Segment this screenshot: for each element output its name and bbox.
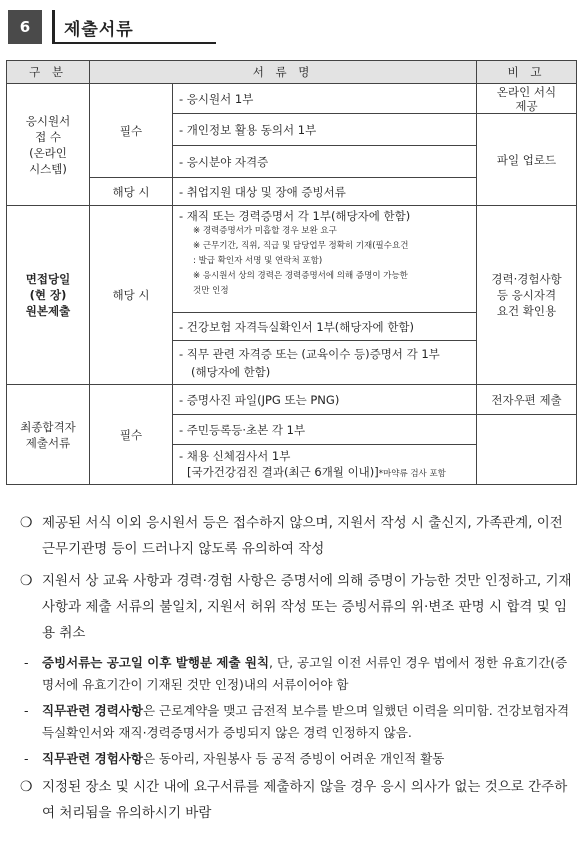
header-divider — [52, 10, 55, 44]
category-interview: 면접당일 (현 장) 원본제출 — [7, 206, 90, 385]
circle-bullet-icon: ❍ — [20, 779, 33, 795]
required-label: 필수 — [90, 84, 173, 178]
doc-health — [173, 445, 477, 485]
note-emphasis: 직무관련 경력사항 — [42, 703, 143, 718]
doc-photo: - 증명사진 파일(JPG 또는 PNG) — [173, 385, 477, 415]
circle-bullet-icon: ❍ — [20, 573, 33, 589]
note-emphasis: 증빙서류는 공고일 이후 발행분 제출 원칙 — [42, 655, 270, 670]
table-row — [7, 206, 577, 313]
doc-job-cert-line2: (해당자에 한함) — [191, 364, 271, 379]
career-note: ※ 응시원서 상의 경력은 경력증명서에 의해 증명이 가능한 — [193, 271, 408, 281]
applicable-label: 해당 시 — [90, 206, 173, 385]
note-bullet — [20, 510, 576, 562]
doc-career-title: - 재직 또는 경력증명서 각 1부(해당자에 한함) — [179, 209, 411, 223]
career-note: ※ 근무기간, 직위, 직급 및 담당업무 정확히 기재(필수요건 — [193, 241, 409, 251]
note-text: 지정된 장소 및 시간 내에 요구서류를 제출하지 않을 경우 응시 의사가 없는 것으로 간주하여 처리됨을 유의하시기 바람 — [42, 779, 568, 821]
doc-health-line2 — [179, 464, 472, 482]
doc-health-sub-note: *마약류 검사 포함 — [378, 468, 446, 479]
remark-upload: 파일 업로드 — [477, 114, 577, 206]
doc-certificate: - 응시분야 자격증 — [173, 146, 477, 178]
header-category: 구 분 — [7, 61, 90, 84]
note-dash — [20, 652, 576, 696]
doc-veteran: - 취업지원 대상 및 장애 증빙서류 — [173, 178, 477, 206]
note-bullet — [20, 568, 576, 646]
doc-insurance: - 건강보험 자격득실확인서 1부(해당자에 한함) — [173, 313, 477, 341]
career-note: : 발급 확인자 서명 및 연락처 포함) — [193, 256, 323, 266]
table-row — [7, 84, 577, 114]
career-note: ※ 경력증명서가 미흡할 경우 보완 요구 — [193, 226, 337, 236]
section-title: 제출서류 — [64, 20, 134, 40]
section-header — [8, 10, 216, 44]
table-row — [7, 385, 577, 415]
note-dash — [20, 748, 576, 770]
category-final: 최종합격자 제출서류 — [7, 385, 90, 485]
note-dash — [20, 700, 576, 744]
career-note: 것만 인정 — [193, 286, 229, 296]
category-online: 응시원서 접 수 (온라인 시스템) — [7, 84, 90, 206]
note-text: , 단, 공고일 이전 서류인 경우 법에서 정한 유효기간(증명서에 유효기간이 기재된 것만 인정)내의 서류이어야 함 — [42, 655, 568, 692]
remark-verify: 경력·경험사항 등 응시자격 요건 확인용 — [477, 206, 577, 385]
remark-email: 전자우편 제출 — [477, 385, 577, 415]
applicable-label: 해당 시 — [90, 178, 173, 206]
notes-section — [20, 510, 576, 832]
dash-mark: - — [24, 703, 29, 718]
note-text: 제공된 서식 이외 응시원서 등은 접수하지 않으며, 지원서 작성 시 출신지, 가족관계, 이전 근무기관명 등이 드러나지 않도록 유의하여 작성 — [42, 515, 563, 557]
section-number: 6 — [8, 10, 42, 44]
header-documents: 서 류 명 — [90, 61, 477, 84]
header-remarks: 비 고 — [477, 61, 577, 84]
note-text: 지원서 상 교육 사항과 경력·경험 사항은 증명서에 의해 증명이 가능한 것만 인정하고, 기재사항과 제출 서류의 불일치, 지원서 허위 작성 또는 증빙서류의 위·변조 판명 시 합격 및 임용 취소 — [42, 573, 572, 641]
note-bullet — [20, 774, 576, 826]
remark-form: 온라인 서식 제공 — [477, 84, 577, 114]
circle-bullet-icon: ❍ — [20, 515, 33, 531]
doc-health-line1: - 채용 신체검사서 1부 — [179, 448, 291, 463]
doc-privacy: - 개인정보 활용 동의서 1부 — [173, 114, 477, 146]
doc-career — [173, 206, 477, 313]
required-label: 필수 — [90, 385, 173, 485]
table-header-row — [7, 61, 577, 84]
dash-mark: - — [24, 751, 29, 766]
documents-table — [6, 60, 577, 485]
dash-mark: - — [24, 655, 29, 670]
doc-resident: - 주민등록등·초본 각 1부 — [173, 415, 477, 445]
remark-empty — [477, 415, 577, 485]
doc-application: - 응시원서 1부 — [173, 84, 477, 114]
note-text: 은 근로계약을 맺고 금전적 보수를 받으며 일했던 이력을 의미함. 건강보험자격득실확인서와 재직·경력증명서가 증빙되지 않은 경력 인정하지 않음. — [42, 703, 570, 740]
doc-health-sub: [국가건강검진 결과(최근 6개월 이내)] — [187, 464, 379, 479]
doc-job-cert-line1: - 직무 관련 자격증 또는 (교육이수 등)증명서 각 1부 — [179, 346, 440, 361]
note-emphasis: 직무관련 경험사항 — [42, 751, 143, 766]
note-text: 은 동아리, 자원봉사 등 공적 증빙이 어려운 개인적 활동 — [142, 751, 445, 766]
header-underline — [52, 42, 216, 44]
doc-job-cert — [173, 341, 477, 385]
